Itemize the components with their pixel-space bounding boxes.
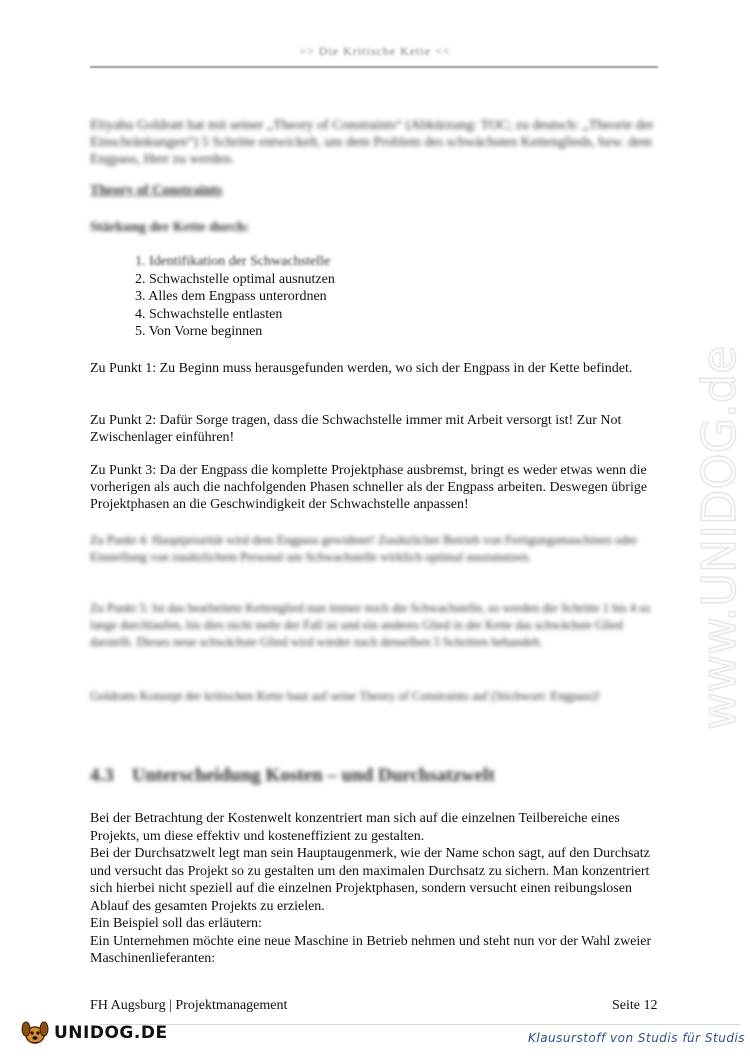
- steps-list: [135, 253, 635, 341]
- step-item: 5. Von Vorne beginnen: [135, 324, 263, 339]
- header-divider: [90, 66, 658, 68]
- point-1-paragraph: Zu Punkt 1: Zu Beginn muss herausgefunden werden, wo sich der Engpass in der Kette befindet.: [90, 361, 633, 376]
- footer-left: FH Augsburg | Projektmanagement: [90, 998, 288, 1013]
- footer-page-number: Seite 12: [612, 998, 658, 1013]
- point-2-paragraph: Zu Punkt 2: Dafür Sorge tragen, dass die Schwachstelle immer mit Arbeit versorgt ist! Zur Not Zwischenlager einführen!: [90, 413, 622, 445]
- section-body: Bei der Betrachtung der Kostenwelt konzentriert man sich auf die einzelnen Teilbereiche eines Projekts, um diese effektiv und kosteneffizient zu gestalten. Bei der Durchsatzwelt legt man sein Hauptaugenmerk, wie der Name schon sagt, auf den Durchsatz und versucht das Projekt so zu gestalten um den maximalen Durchsatz zu sichern. Man konzentriert sich hierbei nicht speziell auf die einzelnen Projektphasen, sondern versucht einen reibungslosen Ablauf des gesamten Projekts zu erzielen. Ein Beispiel soll das erläutern: Ein Unternehmen möchte eine neue Maschine in Betrieb nehmen und steht nun vor der Wahl zweier Maschinenlieferanten:: [90, 811, 652, 966]
- toc-heading: Theory of Constraints: [90, 183, 223, 198]
- logo-text: UNIDOG.DE: [54, 1023, 168, 1043]
- unidog-logo[interactable]: [20, 1018, 168, 1048]
- watermark-text: www.UNIDOG.de: [692, 345, 746, 730]
- section-heading: [90, 765, 495, 787]
- conclusion-paragraph: Goldratts Konzept der kritischen Kette baut auf seine Theory of Constraints auf (Stichwort: Engpass)!: [90, 689, 601, 703]
- step-item: 3. Alles dem Engpass unterordnen: [135, 289, 327, 304]
- watermark: [640, 290, 750, 790]
- point-3-paragraph: Zu Punkt 3: Da der Engpass die komplette Projektphase ausbremst, bringt es weder etwas wenn die vorherigen als auch die nachfolgenden Phasen schneller als der Engpass arbeiten. Deswegen übrige Projektphasen an die Geschwindigkeit der Schwachstelle anpassen!: [90, 463, 648, 512]
- section-number: 4.3: [90, 765, 114, 786]
- intro-paragraph: Eliyahu Goldratt hat mit seiner „Theory of Constraints“ (Abkürzung: TOC; zu deutsch: „Theorie der Einschränkungen“) 5 Schritte entwickelt, um dem Problem des schwächsten Kettenglieds, bzw. dem Engpass, Herr zu werden.: [90, 118, 654, 167]
- section-title: Unterscheidung Kosten – und Durchsatzwelt: [132, 765, 495, 786]
- tagline: Klausurstoff von Studis für Studis: [528, 1031, 746, 1045]
- page-header-title: >> Die Kritische Kette <<: [299, 44, 451, 58]
- point-5-paragraph: Zu Punkt 5: Ist das bearbeitete Kettenglied nun immer noch die Schwachstelle, so werden die Schritte 1 bis 4 so lange durchlaufen, bis dies nicht mehr der Fall ist und ein anderes Glied in der Kette das schwächste Glied darstellt. Dieses neue schwächste Glied wird wieder nach denselben 5 Schritten behandelt.: [90, 601, 651, 649]
- dog-icon: [20, 1019, 50, 1047]
- step-item: 2. Schwachstelle optimal ausnutzen: [135, 271, 335, 287]
- step-item: 4. Schwachstelle entlasten: [135, 306, 283, 322]
- toc-subheading: Stärkung der Kette durch:: [90, 220, 250, 235]
- footer-divider: [100, 1024, 740, 1025]
- point-4-paragraph: Zu Punkt 4: Hauptpriorität wird dem Engpass gewidmet! Zusätzlicher Betrieb von Fertigungsmaschinen oder Einstellung von zusätzlichem Personal um Schwachstelle wirklich optimal auszunutzen.: [90, 533, 638, 564]
- step-item: 1. Identifikation der Schwachstelle: [135, 254, 331, 269]
